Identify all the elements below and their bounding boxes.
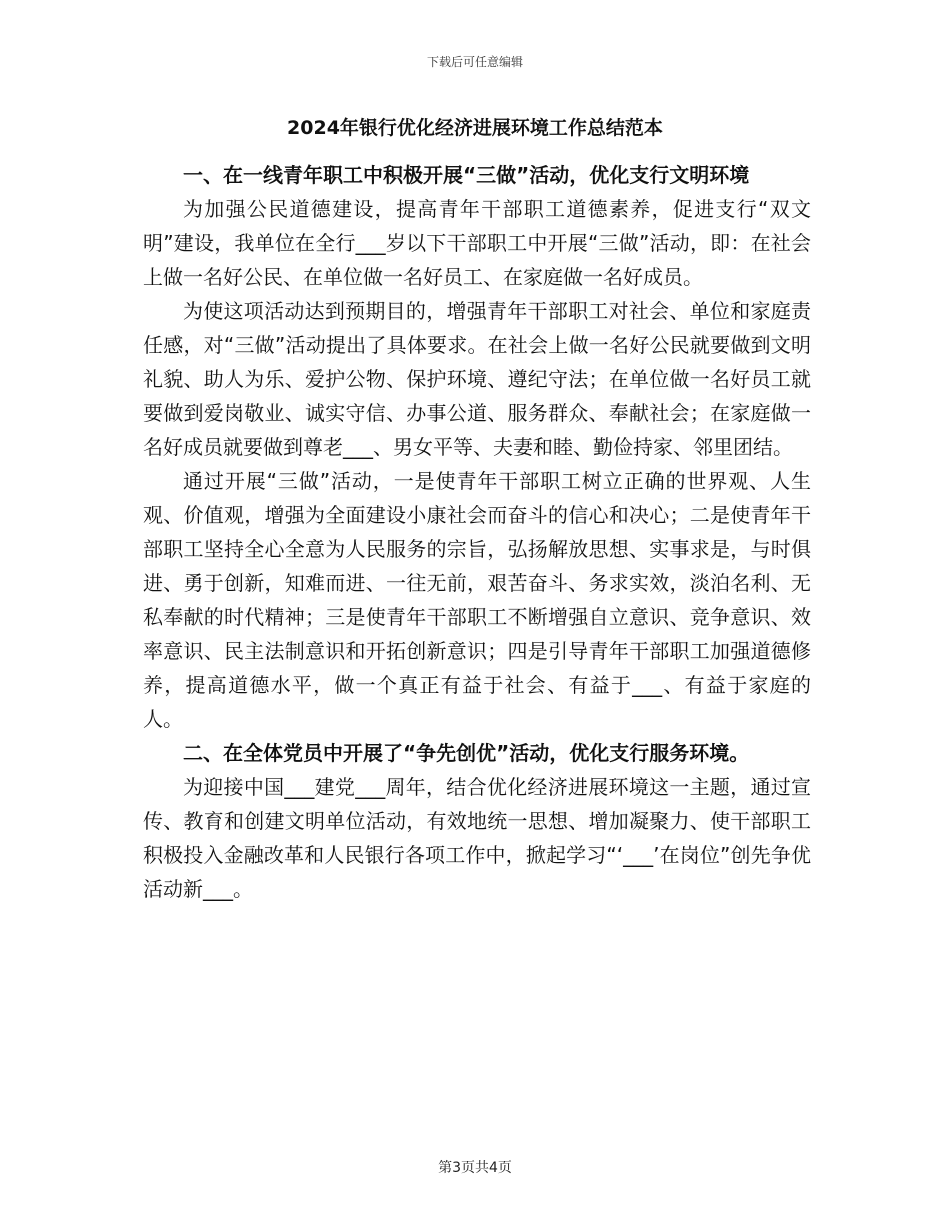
paragraph-3: 通过开展“三做”活动，一是使青年干部职工树立正确的世界观、人生观、价值观，增强为全面建设小康社会而奋斗的信心和决心；二是使青年干部职工坚持全心全意为人民服务的宗旨，弘扬解放思想、实事求是，与时俱进、勇于创新，知难而进、一往无前，艰苦奋斗、务求实效，淡泊名利、无私奉献的时代精神；三是使青年干部职工不断增强自立意识、竞争意识、效率意识、民主法制意识和开拓创新意识；四是引导青年干部职工加强道德修养，提高道德水平，做一个真正有益于社会、有益于___、有益于家庭的人。 — [143, 469, 811, 731]
section-heading-1: 一、在一线青年职工中积极开展“三做”活动，优化支行文明环境 — [183, 163, 750, 187]
paragraph-4: 为迎接中国___建党___周年，结合优化经济进展环境这一主题，通过宣传、教育和创建文明单位活动，有效地统一思想、增加凝聚力、使干部职工积极投入金融改革和人民银行各项工作中，掀起学习“‘___’在岗位”创先争优活动新___。 — [143, 775, 811, 901]
section-heading-2: 二、在全体党员中开展了“争先创优”活动，优化支行服务环境。 — [183, 741, 750, 765]
document-title: 2024年银行优化经济进展环境工作总结范本 — [287, 117, 663, 139]
page-number: 第3页共4页 — [438, 1160, 512, 1176]
download-note: 下载后可任意编辑 — [426, 55, 523, 69]
document-body — [143, 158, 811, 906]
paragraph-1: 为加强公民道德建设，提高青年干部职工道德素养，促进支行“双文明”建设，我单位在全行___岁以下干部职工中开展“三做”活动，即：在社会上做一名好公民、在单位做一名好员工、在家庭做一名好成员。 — [143, 197, 811, 289]
paragraph-2: 为使这项活动达到预期目的，增强青年干部职工对社会、单位和家庭责任感，对“三做”活动提出了具体要求。在社会上做一名好公民就要做到文明礼貌、助人为乐、爱护公物、保护环境、遵纪守法；在单位做一名好员工就要做到爱岗敬业、诚实守信、办事公道、服务群众、奉献社会；在家庭做一名好成员就要做到尊老___、男女平等、夫妻和睦、勤俭持家、邻里团结。 — [143, 299, 811, 459]
